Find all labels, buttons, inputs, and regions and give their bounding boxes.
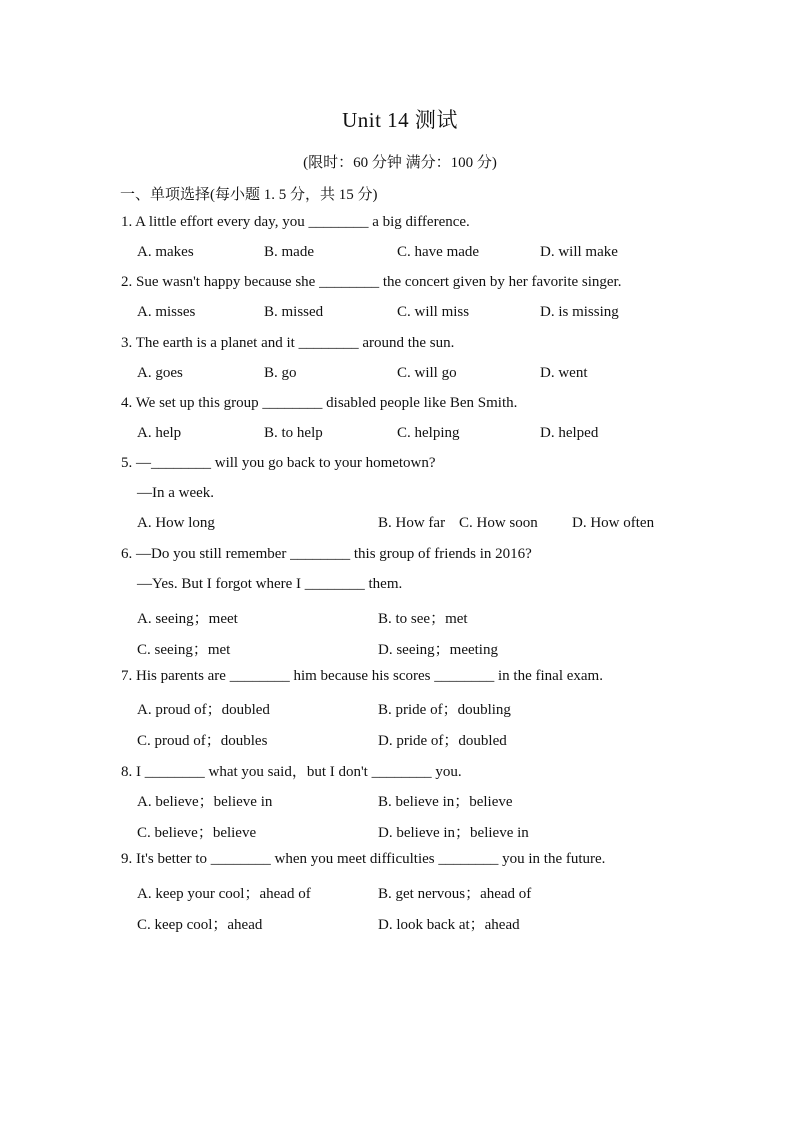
q8-option-d: D. believe in；believe in [378,825,529,841]
q8-option-b: B. believe in；believe [378,794,513,810]
q2-option-b: B. missed [264,304,324,320]
q4-option-a: A. help [137,425,182,441]
q9-option-d: D. look back at；ahead [378,917,520,933]
q2-option-c: C. will miss [397,304,470,320]
q9-option-a: A. keep your cool；ahead of [137,886,311,902]
question-9-stem: 9. It's better to ________ when you meet difficulties ________ you in the future. [121,851,606,867]
q6-option-b: B. to see；met [378,611,468,627]
q5-option-c: C. How soon [459,515,538,531]
q1-option-b: B. made [264,244,314,260]
q8-option-c: C. believe；believe [137,825,257,841]
q7-option-c: C. proud of；doubles [137,733,268,749]
q3-option-b: B. go [264,365,297,381]
q7-option-d: D. pride of；doubled [378,733,507,749]
question-1-stem: 1. A little effort every day, you ________ a big difference. [121,214,470,230]
q3-option-d: D. went [540,365,588,381]
q3-option-a: A. goes [137,365,183,381]
question-5-stem: 5. —________ will you go back to your hometown? [121,455,436,471]
q5-option-b: B. How far [378,515,446,531]
page-title: Unit 14 测试 [342,108,458,132]
q4-option-d: D. helped [540,425,599,441]
section-heading: 一、单项选择(每小题 1. 5 分，共 15 分) [120,187,378,203]
q6-reply: —Yes. But I forgot where I ________ them. [137,576,403,592]
question-7-stem: 7. His parents are ________ him because his scores ________ in the final exam. [121,668,603,684]
q4-option-b: B. to help [264,425,323,441]
exam-info: (限时：60 分钟 满分：100 分) [303,155,497,171]
q5-option-a: A. How long [137,515,215,531]
q2-option-d: D. is missing [540,304,619,320]
q5-reply: —In a week. [137,485,215,501]
q2-option-a: A. misses [137,304,196,320]
q3-option-c: C. will go [397,365,457,381]
q1-option-a: A. makes [137,244,194,260]
q9-option-b: B. get nervous；ahead of [378,886,532,902]
q5-option-d: D. How often [572,515,655,531]
question-4-stem: 4. We set up this group ________ disabled people like Ben Smith. [121,395,518,411]
q9-option-c: C. keep cool；ahead [137,917,263,933]
question-2-stem: 2. Sue wasn't happy because she ________ the concert given by her favorite singer. [121,274,622,290]
q7-option-a: A. proud of；doubled [137,702,270,718]
q7-option-b: B. pride of；doubling [378,702,511,718]
question-6-stem: 6. —Do you still remember ________ this group of friends in 2016? [121,546,532,562]
q1-option-c: C. have made [397,244,480,260]
q8-option-a: A. believe；believe in [137,794,273,810]
q6-option-c: C. seeing；met [137,642,231,658]
q6-option-d: D. seeing；meeting [378,642,498,658]
q1-option-d: D. will make [540,244,618,260]
question-3-stem: 3. The earth is a planet and it ________ around the sun. [121,335,455,351]
q4-option-c: C. helping [397,425,460,441]
question-8-stem: 8. I ________ what you said，but I don't ________ you. [121,764,462,780]
q6-option-a: A. seeing；meet [137,611,238,627]
